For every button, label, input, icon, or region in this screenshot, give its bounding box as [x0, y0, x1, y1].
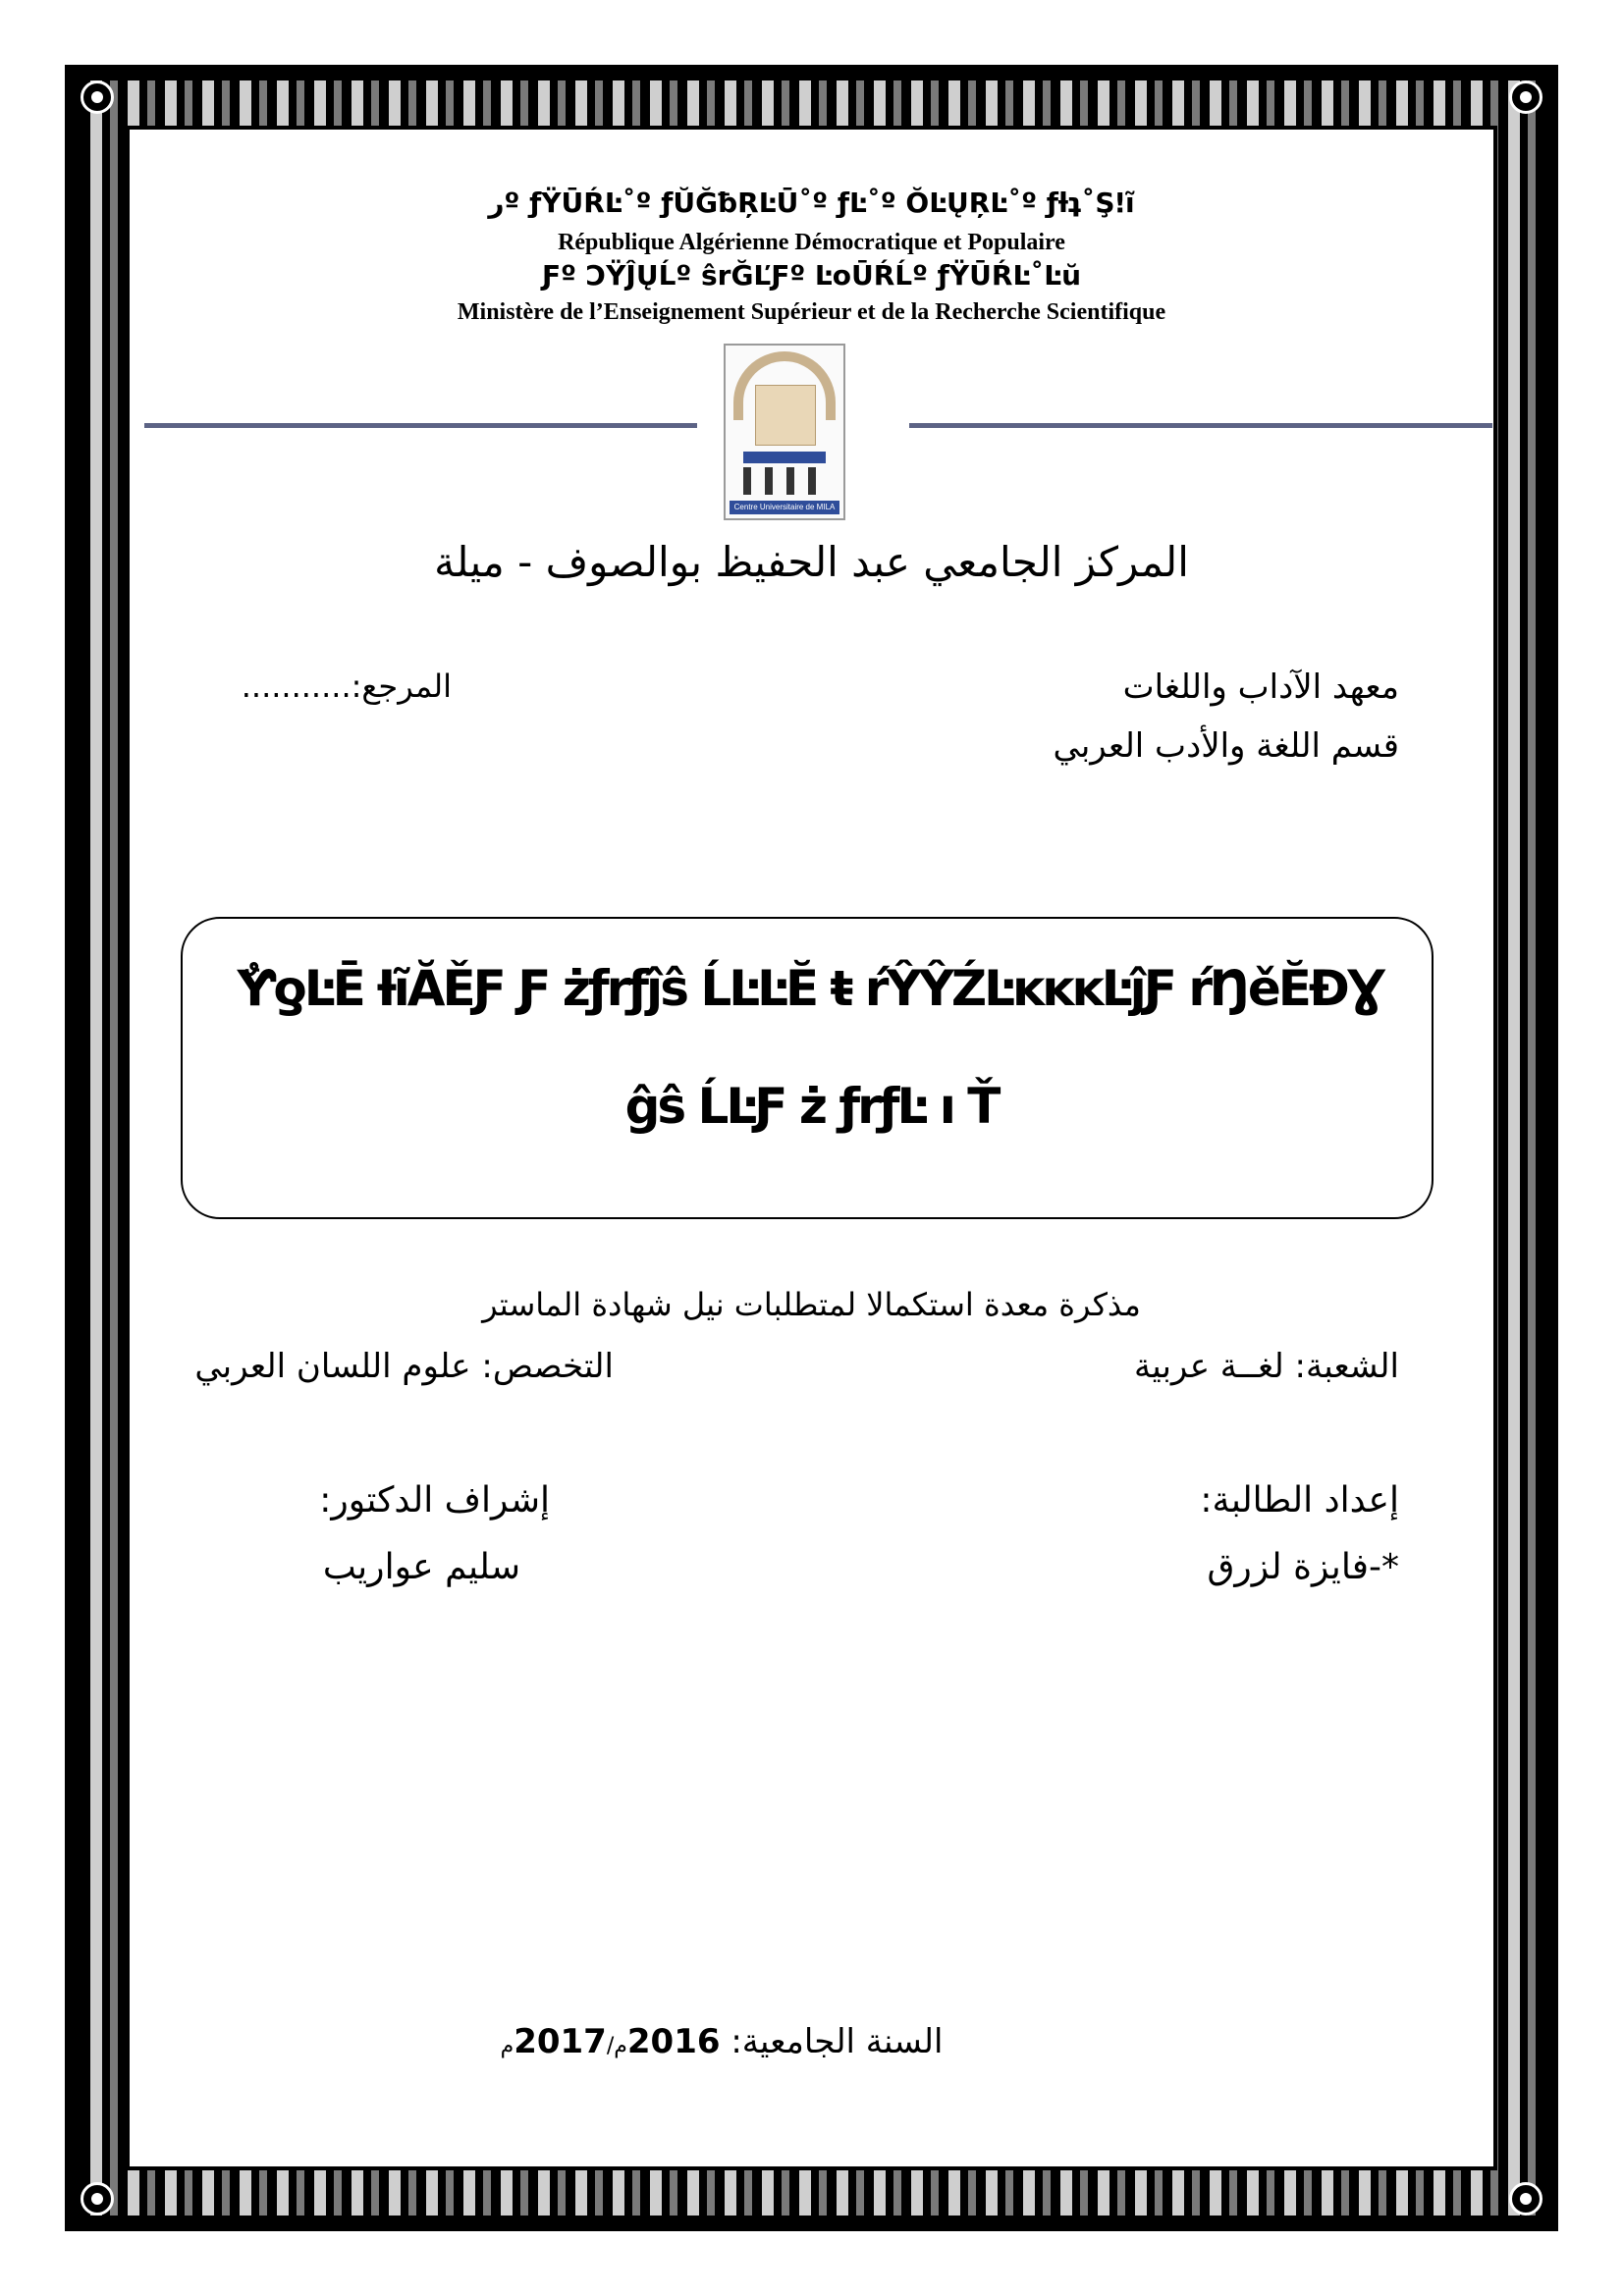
- header-rule-right: [909, 423, 1492, 428]
- ministry-title: Ministère de l’Enseignement Supérieur et de la Recherche Scientifique: [457, 299, 1166, 325]
- university-logo: [724, 344, 845, 520]
- logo-caption: Centre Universitaire de MILA: [730, 501, 839, 514]
- supervisor-label: إشراف الدكتور:: [319, 1480, 550, 1521]
- thesis-title-line-1: ٌƳƍĿĒ ƗĩĂĚƑ Ƒ żƒrƒĵŝ ĹĿĿĔ ŧ ŕŶŶŹĿĸĸĸĿĵƑ ŕŊěĔĐƔ: [240, 960, 1383, 1017]
- student-name: *-فايزة لزرق: [1207, 1547, 1399, 1587]
- republic-title: République Algérienne Démocratique et Populaire: [558, 230, 1065, 255]
- corner-ornament-icon: [81, 2182, 114, 2216]
- department-name: قسم اللغة والأدب العربي: [1053, 726, 1399, 766]
- header-garbled-line-1: ﺭº ƒŸŪŔĿ˚º ƒŬĞƀŖĿŪ˚º ƒĿ˚º ŎĿŲŖĿ˚º ƒƚʇ˚Şǃĩ: [488, 187, 1135, 219]
- memo-description: مذكرة معدة استكمالا لمتطلبات نيل شهادة الماستر: [482, 1286, 1141, 1323]
- institute-name: معهد الآداب واللغات: [1122, 667, 1399, 707]
- corner-ornament-icon: [1509, 80, 1542, 114]
- academic-year-end: 2017: [514, 2022, 607, 2061]
- branch-label: الشعبة: لغــة عربية: [1133, 1347, 1399, 1386]
- corner-ornament-icon: [1509, 2182, 1542, 2216]
- logo-pillars: [743, 467, 826, 495]
- logo-band: [743, 452, 826, 463]
- reference-number: المرجع:...........: [241, 667, 452, 705]
- header-garbled-line-2: Ƒº ƆŸĴŲĹº ŝrĞĽƑº ĿoŪŔĹº ƒŸŪŔĿ˚Ŀŭ: [541, 259, 1082, 292]
- prepared-by-label: إعداد الطالبة:: [1200, 1480, 1399, 1521]
- academic-year-label: السنة الجامعية:: [720, 2022, 944, 2061]
- supervisor-name: سليم عواريب: [322, 1547, 520, 1587]
- university-name: المركز الجامعي عبد الحفيظ بوالصوف - ميلة: [434, 538, 1189, 586]
- academic-year-suffix: م: [500, 2034, 514, 2058]
- academic-year-separator: م/: [606, 2034, 627, 2058]
- thesis-title-line-2: ĝŝ ĹĿƑ ż ƒrƒĿ ı Ť: [624, 1078, 999, 1135]
- corner-ornament-icon: [81, 80, 114, 114]
- academic-year: [442, 2022, 1001, 2061]
- academic-year-start: 2016: [626, 2022, 721, 2061]
- header-rule-left: [144, 423, 697, 428]
- logo-building: [755, 385, 816, 446]
- specialty-label: التخصص: علوم اللسان العربي: [194, 1347, 614, 1386]
